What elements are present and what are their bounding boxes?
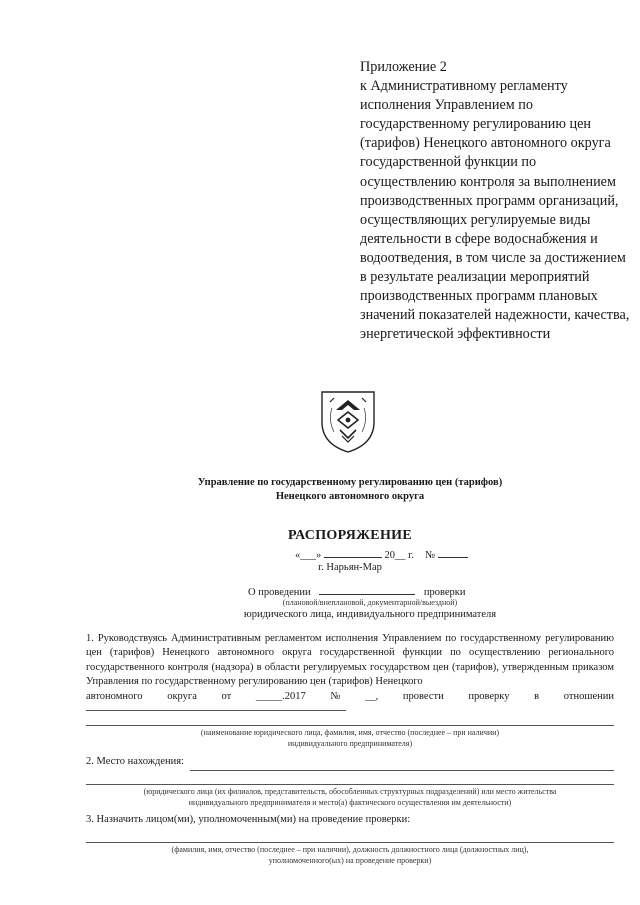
appendix-text: к Административному регламенту исполнения Управлением по государственному регулированию цен (тарифов) Ненецкого автономного округа государственной функции по осуществлению контроля за выполнением производственных программ организаций, осуществляющих регулируемые виды деятельности в сфере водоснабжения и водоотведения, в том числе за достижением в результате реализации мероприятий производственных программ плановых значений показателей надежности, качества, энергетической эффективности	[360, 78, 630, 343]
word: округа	[167, 690, 197, 702]
location-line-1[interactable]	[190, 770, 614, 771]
inspector-note-line-2: уполномоченного(ых) на проведение проверки)	[268, 855, 432, 865]
check-type-note: (плановой/внеплановой, документарной/выездной)	[282, 598, 458, 607]
inspector-note	[86, 845, 614, 866]
order-date-line	[295, 548, 468, 561]
paragraph-1-text: 1. Руководствуясь Административным регламентом исполнения Управлением по государственному регулированию цен (тарифов) Ненецкого автономного округа государственной функции по осуществлению регионального государственного контроля (надзора) в области регулируемых государством цен (тарифов), утвержденным приказом Управления по государственному регулированию цен (тарифов) Ненецкого	[86, 633, 614, 688]
agency-heading	[0, 476, 640, 504]
coat-of-arms-icon	[316, 386, 380, 456]
entity-name-note	[86, 728, 614, 749]
date-month-blank	[324, 548, 382, 558]
check-type-blank	[319, 585, 415, 595]
entity-name-line-2[interactable]	[86, 725, 614, 726]
about-subject: юридического лица, индивидуального предпринимателя	[243, 609, 497, 620]
entity-name-note-line-1: (наименование юридического лица, фамилия, имя, отчество (последнее – при наличии)	[200, 728, 500, 737]
location-note-line-1: (юридического лица (их филиалов, представительств, обособленных структурных подразделений) или место жительства	[143, 787, 557, 796]
inspector-line[interactable]	[86, 842, 614, 843]
section-3-label: 3. Назначить лицом(ми), уполномоченным(ми) на проведение проверки:	[86, 814, 411, 825]
about-prefix: О проведении	[248, 587, 311, 598]
word: №	[330, 690, 341, 702]
location-note-line-2: индивидуального предпринимателя и место(а) фактического осуществления им деятельности)	[188, 797, 512, 807]
inspector-note-line-1: (фамилия, имя, отчество (последнее – при наличии), должность должностного лица (должностных лиц),	[171, 845, 529, 854]
word: отношении	[563, 690, 614, 702]
appendix-title: Приложение 2	[360, 59, 447, 75]
word: провести	[402, 690, 444, 702]
word: проверку	[468, 690, 510, 702]
number-blank	[438, 548, 468, 558]
about-suffix: проверки	[423, 587, 466, 598]
word: автономного	[86, 690, 143, 702]
order-subject-row	[248, 585, 466, 598]
paragraph-1-last-line	[86, 690, 614, 704]
word: __,	[365, 690, 379, 702]
location-note	[86, 787, 614, 808]
agency-line-1: Управление по государственному регулированию цен (тарифов)	[197, 477, 503, 488]
date-day: «___»	[295, 550, 322, 561]
word: _____.2017	[255, 690, 306, 702]
appendix-block	[360, 58, 632, 344]
number-label: №	[425, 550, 436, 561]
word: от	[221, 690, 232, 702]
order-city: г. Нарьян-Мар	[318, 562, 382, 573]
word: в	[534, 690, 540, 702]
agency-line-2: Ненецкого автономного округа	[275, 491, 425, 502]
section-2-label: 2. Место нахождения:	[86, 756, 184, 767]
order-title: РАСПОРЯЖЕНИЕ	[288, 528, 412, 543]
entity-name-line-1[interactable]	[86, 710, 346, 711]
date-year: 20__ г.	[384, 550, 414, 561]
location-line-2[interactable]	[86, 784, 614, 785]
paragraph-1	[86, 632, 614, 704]
entity-name-note-line-2: индивидуального предпринимателя)	[287, 738, 413, 748]
